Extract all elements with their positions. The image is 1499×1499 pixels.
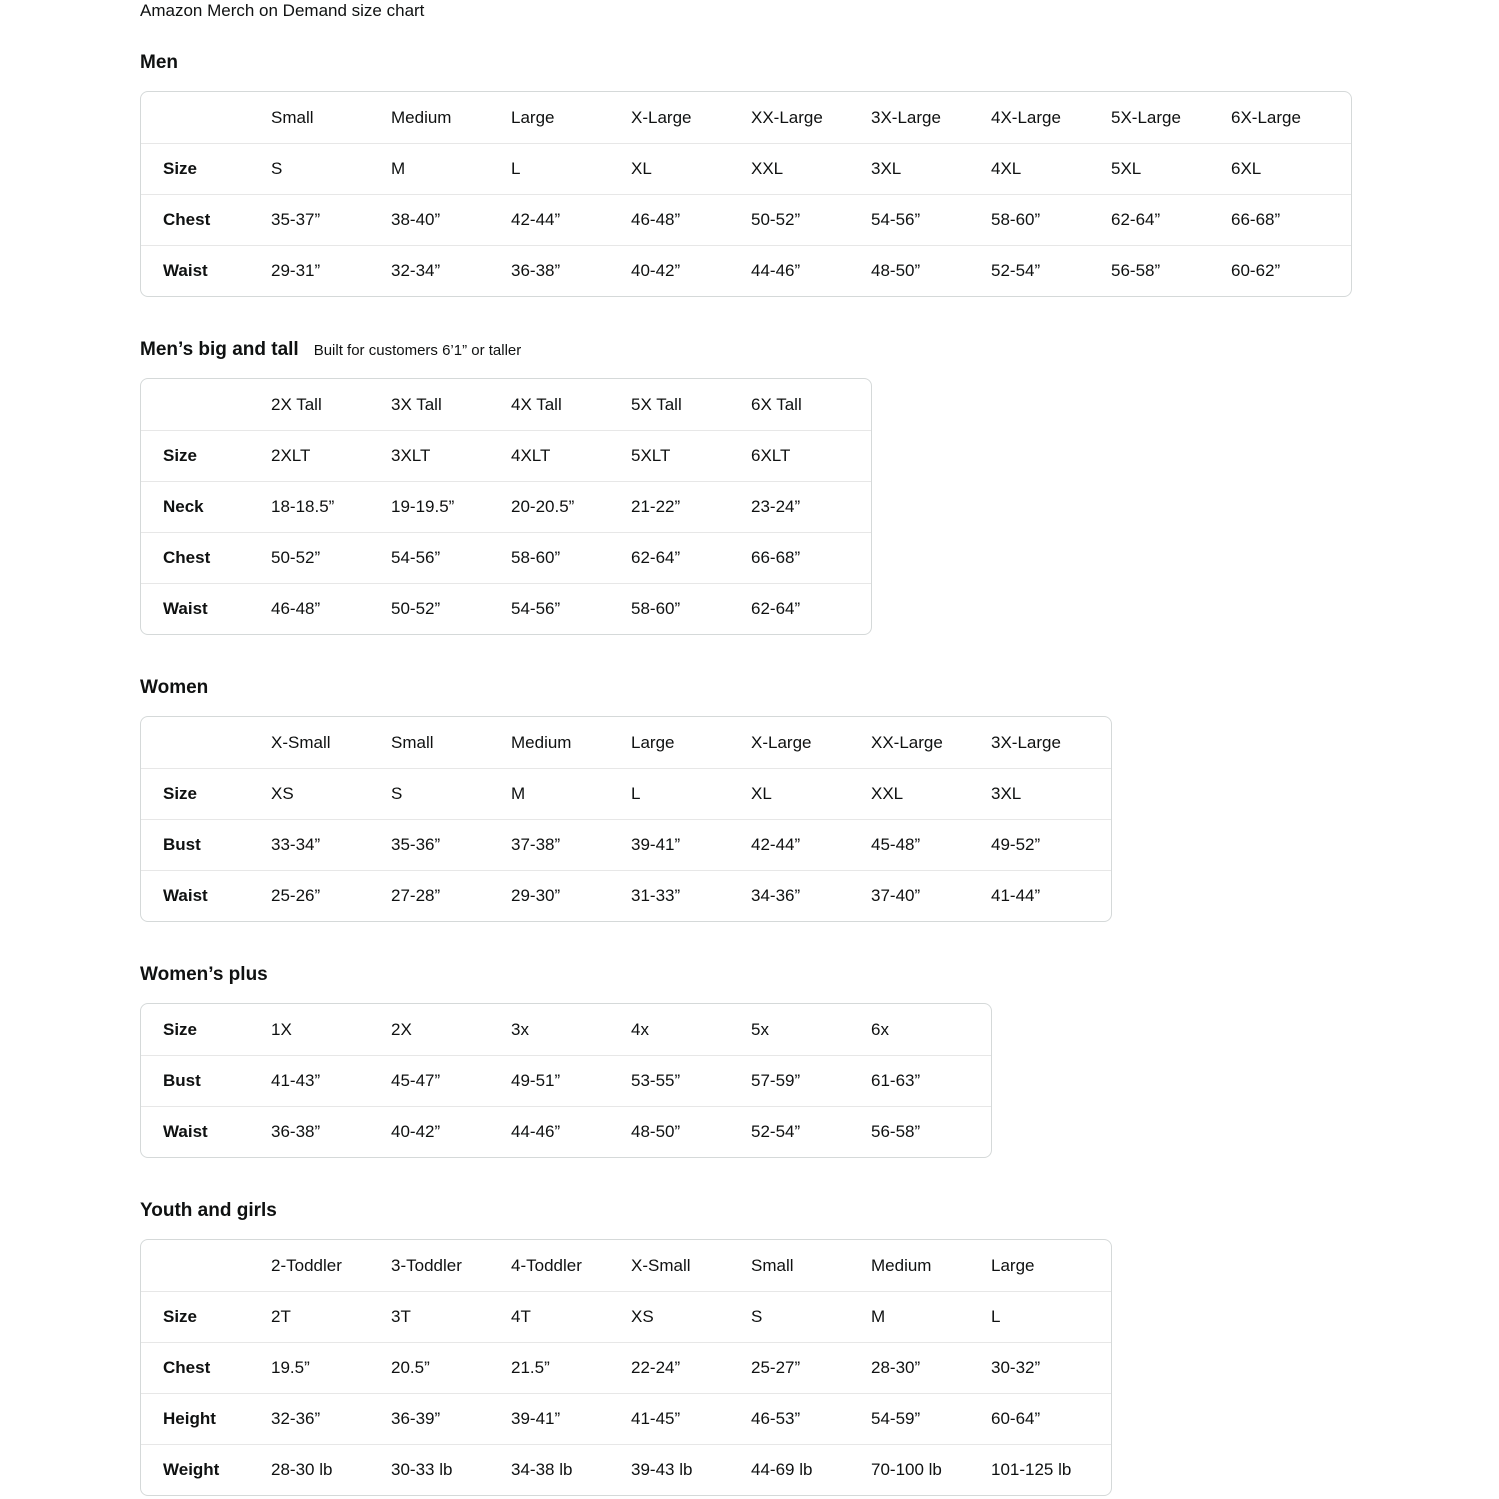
value-cell: 21.5” — [511, 1342, 631, 1393]
value-cell: 33-34” — [271, 819, 391, 870]
column-header-row — [141, 1240, 1111, 1291]
column-header-cell: 4X Tall — [511, 394, 562, 414]
value-cell: 6XLT — [751, 430, 871, 481]
table-row-height — [141, 1393, 1111, 1444]
value-cell: 30-32” — [991, 1342, 1111, 1393]
value-cell: 36-39” — [391, 1393, 511, 1444]
value-cell: L — [991, 1291, 1111, 1342]
column-header-cell: Medium — [511, 732, 572, 752]
value-cell: 38-40” — [391, 194, 511, 245]
column-header-row — [141, 717, 1111, 768]
column-header-cell: Large — [511, 107, 555, 127]
value-cell: 50-52” — [391, 583, 511, 634]
size-section-womens-plus — [140, 963, 1499, 1158]
value-cell: 6x — [871, 1019, 889, 1039]
value-cell: S — [751, 1291, 871, 1342]
row-label-cell: Size — [141, 768, 271, 819]
value-cell: 29-31” — [271, 245, 391, 296]
value-cell: 19.5” — [271, 1342, 391, 1393]
row-label-cell: Weight — [141, 1444, 271, 1495]
value-cell: 54-59” — [871, 1393, 991, 1444]
value-cell: 61-63” — [871, 1055, 991, 1106]
value-cell: 48-50” — [871, 245, 991, 296]
value-cell: 46-48” — [271, 583, 391, 634]
value-cell: 58-60” — [631, 583, 751, 634]
value-cell: 2XLT — [271, 430, 391, 481]
size-section-men — [140, 51, 1499, 297]
table-row-weight — [141, 1444, 1111, 1495]
value-cell: S — [391, 768, 511, 819]
value-cell: 32-36” — [271, 1393, 391, 1444]
column-header-row — [141, 92, 1351, 143]
section-heading: Women’s plus — [140, 964, 268, 985]
column-header-row — [141, 379, 871, 430]
column-header-cell: X-Large — [751, 732, 812, 752]
section-heading: Women — [140, 677, 209, 698]
column-header-cell: 6X Tall — [751, 394, 802, 414]
value-cell: 18-18.5” — [271, 481, 391, 532]
value-cell: 57-59” — [751, 1055, 871, 1106]
size-table — [140, 1239, 1112, 1496]
column-header-cell: XX-Large — [871, 732, 943, 752]
value-cell: 45-48” — [871, 819, 991, 870]
section-heading-row — [140, 51, 1499, 75]
column-header-cell: 5X-Large — [1111, 107, 1181, 127]
section-heading: Men’s big and tall — [140, 339, 299, 360]
value-cell: 39-41” — [631, 819, 751, 870]
value-cell: 20.5” — [391, 1342, 511, 1393]
value-cell: 53-55” — [631, 1055, 751, 1106]
section-heading-row — [140, 676, 1499, 700]
column-header-cell: Large — [991, 1255, 1035, 1275]
row-label-cell: Waist — [141, 245, 271, 296]
table-row-waist — [141, 1106, 991, 1157]
row-label-cell: Waist — [141, 870, 271, 921]
row-label-cell: Bust — [141, 1055, 271, 1106]
value-cell: 41-45” — [631, 1393, 751, 1444]
section-heading-row — [140, 338, 1499, 362]
value-cell: 28-30 lb — [271, 1444, 391, 1495]
size-table — [140, 1003, 992, 1158]
value-cell: 54-56” — [511, 583, 631, 634]
column-header-cell: Large — [631, 732, 675, 752]
value-cell: 52-54” — [991, 245, 1111, 296]
value-cell: 62-64” — [1111, 194, 1231, 245]
value-cell: 3T — [391, 1291, 511, 1342]
value-cell: 4T — [511, 1291, 631, 1342]
column-header-cell: 3-Toddler — [391, 1255, 462, 1275]
value-cell: 32-34” — [391, 245, 511, 296]
row-label-cell: Waist — [141, 583, 271, 634]
column-header-cell: X-Small — [631, 1255, 691, 1275]
table-row-neck — [141, 481, 871, 532]
value-cell: 4x — [631, 1019, 649, 1039]
value-cell: 39-43 lb — [631, 1444, 751, 1495]
value-cell: 42-44” — [751, 819, 871, 870]
column-header-cell: X-Small — [271, 732, 331, 752]
value-cell: 62-64” — [631, 532, 751, 583]
value-cell: 54-56” — [391, 532, 511, 583]
row-label-cell: Height — [141, 1393, 271, 1444]
value-cell: M — [391, 143, 511, 194]
value-cell: XS — [631, 1291, 751, 1342]
table-row-size — [141, 768, 1111, 819]
row-label-cell: Chest — [141, 532, 271, 583]
value-cell: 37-38” — [511, 819, 631, 870]
section-heading: Youth and girls — [140, 1200, 277, 1221]
value-cell: 58-60” — [991, 194, 1111, 245]
table-row-size — [141, 143, 1351, 194]
value-cell: 101-125 lb — [991, 1444, 1111, 1495]
column-header-cell: 3X Tall — [391, 394, 442, 414]
row-label-cell: Chest — [141, 194, 271, 245]
size-table-container — [140, 716, 1499, 922]
value-cell: 60-62” — [1231, 245, 1351, 296]
value-cell: 1X — [271, 1019, 292, 1039]
value-cell: 2T — [271, 1291, 391, 1342]
corner-cell — [141, 379, 271, 430]
value-cell: 41-44” — [991, 870, 1111, 921]
value-cell: 56-58” — [1111, 245, 1231, 296]
size-table-container — [140, 91, 1499, 297]
table-row-bust — [141, 1055, 991, 1106]
table-row-chest — [141, 532, 871, 583]
value-cell: 54-56” — [871, 194, 991, 245]
value-cell: 3XL — [871, 143, 991, 194]
value-cell: 21-22” — [631, 481, 751, 532]
column-header-cell: 4X-Large — [991, 107, 1061, 127]
value-cell: 66-68” — [1231, 194, 1351, 245]
value-cell: 27-28” — [391, 870, 511, 921]
value-cell: 41-43” — [271, 1055, 391, 1106]
value-cell: XS — [271, 768, 391, 819]
value-cell: M — [871, 1291, 991, 1342]
size-table — [140, 716, 1112, 922]
column-header-cell: Medium — [391, 107, 452, 127]
value-cell: 3XL — [991, 768, 1111, 819]
value-cell: 19-19.5” — [391, 481, 511, 532]
value-cell: M — [511, 768, 631, 819]
value-cell: 60-64” — [991, 1393, 1111, 1444]
table-row-bust — [141, 819, 1111, 870]
size-chart-sections — [140, 51, 1499, 1496]
table-row-chest — [141, 194, 1351, 245]
size-section-youth-and-girls — [140, 1199, 1499, 1496]
value-cell: 3XLT — [391, 430, 511, 481]
value-cell: 48-50” — [631, 1106, 751, 1157]
table-row-size — [141, 430, 871, 481]
value-cell: 49-52” — [991, 819, 1111, 870]
column-header-cell: Medium — [871, 1255, 932, 1275]
column-header-cell: 2-Toddler — [271, 1255, 342, 1275]
value-cell: 52-54” — [751, 1106, 871, 1157]
table-row-waist — [141, 245, 1351, 296]
corner-cell — [141, 717, 271, 768]
value-cell: 23-24” — [751, 481, 871, 532]
value-cell: 50-52” — [751, 194, 871, 245]
column-header-cell: 3X-Large — [991, 732, 1061, 752]
column-header-cell: XX-Large — [751, 107, 823, 127]
value-cell: 20-20.5” — [511, 481, 631, 532]
value-cell: 44-69 lb — [751, 1444, 871, 1495]
value-cell: 3x — [511, 1019, 529, 1039]
row-label-cell: Chest — [141, 1342, 271, 1393]
row-label-cell: Size — [163, 1019, 198, 1039]
column-header-cell: 3X-Large — [871, 107, 941, 127]
row-label-cell: Waist — [141, 1106, 271, 1157]
row-label-cell: Size — [141, 430, 271, 481]
value-cell: 37-40” — [871, 870, 991, 921]
value-cell: 40-42” — [391, 1106, 511, 1157]
value-cell: 35-36” — [391, 819, 511, 870]
value-cell: 6XL — [1231, 143, 1351, 194]
value-cell: 4XL — [991, 143, 1111, 194]
value-cell: 2X — [391, 1019, 412, 1039]
column-header-cell: 2X Tall — [271, 394, 322, 414]
value-cell: 40-42” — [631, 245, 751, 296]
value-cell: 22-24” — [631, 1342, 751, 1393]
value-cell: S — [271, 143, 391, 194]
size-table-container — [140, 1239, 1499, 1496]
value-cell: 46-48” — [631, 194, 751, 245]
page-title: Amazon Merch on Demand size chart — [140, 1, 425, 20]
value-cell: 58-60” — [511, 532, 631, 583]
column-header-cell: X-Large — [631, 107, 692, 127]
column-header-cell: Small — [751, 1255, 794, 1275]
value-cell: 35-37” — [271, 194, 391, 245]
value-cell: XL — [751, 768, 871, 819]
value-cell: 45-47” — [391, 1055, 511, 1106]
value-cell: 5XLT — [631, 430, 751, 481]
table-row-size — [141, 1291, 1111, 1342]
value-cell: XXL — [871, 768, 991, 819]
section-heading: Men — [140, 52, 178, 73]
column-header-cell: 4-Toddler — [511, 1255, 582, 1275]
column-header-cell: 6X-Large — [1231, 107, 1301, 127]
value-cell: 4XLT — [511, 430, 631, 481]
corner-cell — [141, 92, 271, 143]
value-cell: 44-46” — [751, 245, 871, 296]
row-label-cell: Size — [141, 143, 271, 194]
size-table-container — [140, 378, 1499, 635]
value-cell: 44-46” — [511, 1106, 631, 1157]
table-row-waist — [141, 870, 1111, 921]
value-cell: 5x — [751, 1019, 769, 1039]
section-heading-row — [140, 963, 1499, 987]
value-cell: 39-41” — [511, 1393, 631, 1444]
section-heading-row — [140, 1199, 1499, 1223]
value-cell: 34-36” — [751, 870, 871, 921]
value-cell: 70-100 lb — [871, 1444, 991, 1495]
table-row-waist — [141, 583, 871, 634]
size-table-container — [140, 1003, 1499, 1158]
table-row-size — [141, 1004, 991, 1055]
corner-cell — [141, 1240, 271, 1291]
value-cell: 25-27” — [751, 1342, 871, 1393]
value-cell: 56-58” — [871, 1106, 991, 1157]
value-cell: L — [511, 143, 631, 194]
value-cell: L — [631, 768, 751, 819]
value-cell: 62-64” — [751, 583, 871, 634]
size-table — [140, 378, 872, 635]
section-subtitle: Built for customers 6’1” or taller — [313, 342, 522, 359]
value-cell: 30-33 lb — [391, 1444, 511, 1495]
value-cell: XXL — [751, 143, 871, 194]
row-label-cell: Neck — [141, 481, 271, 532]
size-table — [140, 91, 1352, 297]
value-cell: 5XL — [1111, 143, 1231, 194]
value-cell: 46-53” — [751, 1393, 871, 1444]
column-header-cell: 5X Tall — [631, 394, 682, 414]
value-cell: 50-52” — [271, 532, 391, 583]
value-cell: 34-38 lb — [511, 1444, 631, 1495]
value-cell: 36-38” — [511, 245, 631, 296]
value-cell: XL — [631, 143, 751, 194]
value-cell: 66-68” — [751, 532, 871, 583]
value-cell: 31-33” — [631, 870, 751, 921]
column-header-cell: Small — [271, 107, 314, 127]
size-section-women — [140, 676, 1499, 922]
row-label-cell: Size — [141, 1291, 271, 1342]
value-cell: 49-51” — [511, 1055, 631, 1106]
value-cell: 28-30” — [871, 1342, 991, 1393]
value-cell: 25-26” — [271, 870, 391, 921]
size-section-mens-big-and-tall — [140, 338, 1499, 635]
table-row-chest — [141, 1342, 1111, 1393]
value-cell: 42-44” — [511, 194, 631, 245]
value-cell: 36-38” — [271, 1106, 391, 1157]
value-cell: 29-30” — [511, 870, 631, 921]
row-label-cell: Bust — [141, 819, 271, 870]
column-header-cell: Small — [391, 732, 434, 752]
